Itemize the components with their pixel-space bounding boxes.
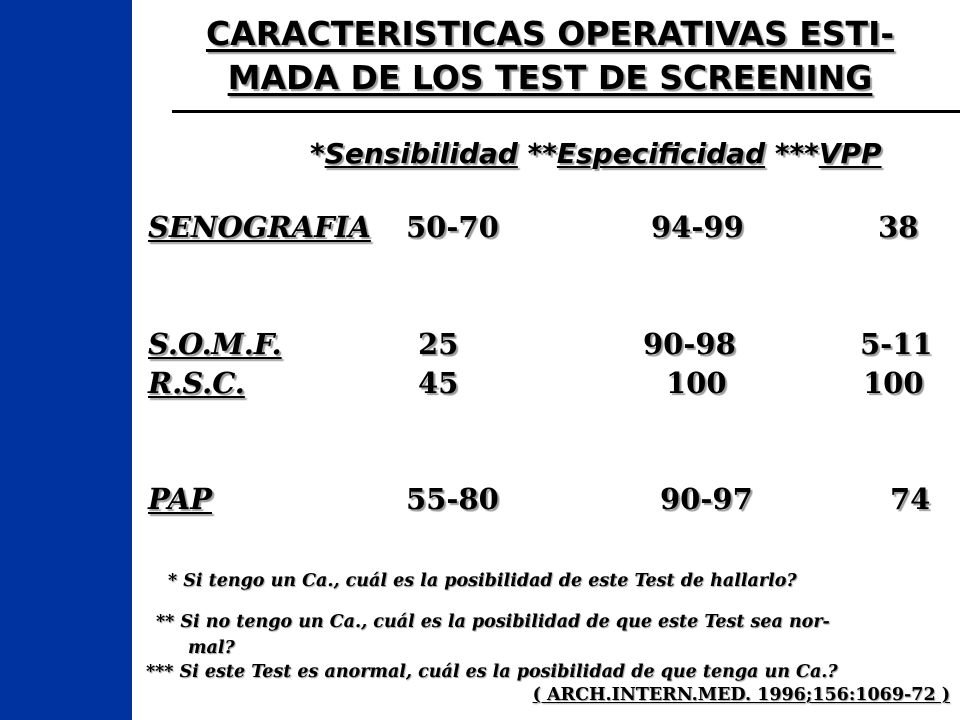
row-name: SENOGRAFIA [148, 210, 371, 244]
header-vpp: VPP [818, 137, 882, 170]
row-name: R.S.C. [148, 366, 245, 400]
table-row [148, 327, 948, 367]
row-name: S.O.M.F. [148, 327, 282, 361]
footnote-especificidad: ** Si no tengo un Ca., cuál es la posibilidad de que este Test sea nor- [156, 612, 830, 632]
row-sensibilidad: 55-80 [406, 482, 499, 516]
row-vpp: 74 [890, 482, 931, 516]
row-vpp: 100 [863, 366, 924, 400]
title-line-1: CARACTERISTICAS OPERATIVAS ESTI- [205, 14, 895, 53]
footnote-vpp: *** Si este Test es anormal, cuál es la posibilidad de que tenga un Ca.? [146, 662, 838, 682]
row-especificidad: 100 [666, 366, 727, 400]
blue-sidebar [0, 0, 132, 720]
row-sensibilidad: 45 [418, 366, 459, 400]
table-row [148, 482, 948, 522]
row-especificidad: 90-98 [643, 327, 736, 361]
table-row [148, 210, 948, 250]
table-row [148, 366, 948, 406]
column-headers [310, 136, 960, 172]
header-mark-1: * [310, 137, 325, 170]
row-especificidad: 90-97 [660, 482, 753, 516]
row-sensibilidad: 25 [418, 327, 459, 361]
footnote-sensibilidad: * Si tengo un Ca., cuál es la posibilidad de este Test de hallarlo? [168, 571, 797, 591]
header-mark-2: ** [527, 137, 557, 170]
row-sensibilidad: 50-70 [406, 210, 499, 244]
row-vpp: 5-11 [860, 327, 933, 361]
header-sensibilidad: Sensibilidad [324, 137, 518, 170]
row-name: PAP [148, 482, 213, 516]
header-especificidad: Especificidad [556, 137, 766, 170]
title-line-2: MADA DE LOS TEST DE SCREENING [227, 58, 873, 97]
row-vpp: 38 [878, 210, 919, 244]
reference-citation: ( ARCH.INTERN.MED. 1996;156:1069-72 ) [532, 685, 950, 705]
footnote-especificidad-cont: mal? [188, 638, 235, 658]
header-mark-3: *** [774, 137, 819, 170]
title-rule [172, 110, 960, 113]
row-especificidad: 94-99 [651, 210, 744, 244]
